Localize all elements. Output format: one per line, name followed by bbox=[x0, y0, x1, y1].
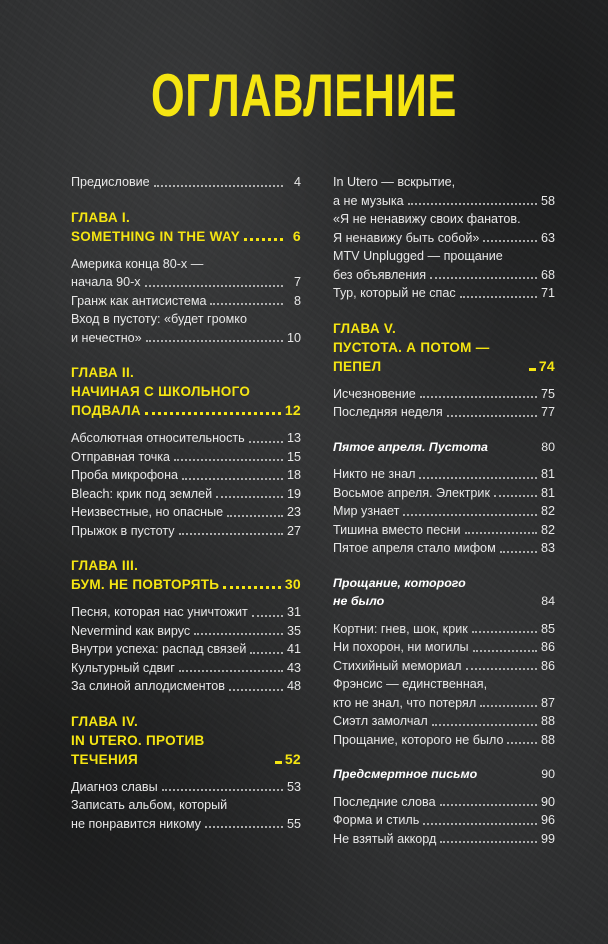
toc-line bbox=[71, 640, 301, 659]
toc-entry bbox=[333, 247, 555, 284]
toc-entry bbox=[333, 385, 555, 404]
chapter-heading bbox=[71, 556, 301, 594]
page-number: 82 bbox=[540, 504, 555, 518]
leader-dots bbox=[419, 477, 537, 479]
entry-title: ПУСТОТА. А ПОТОМ — ПЕПЕЛ bbox=[333, 339, 490, 374]
entry-title: Ни похорон, ни могилы bbox=[333, 640, 469, 654]
toc-line bbox=[71, 292, 301, 311]
toc-line bbox=[71, 448, 301, 467]
toc-line bbox=[333, 210, 555, 229]
page-number: 87 bbox=[540, 695, 555, 710]
toc-entry bbox=[333, 638, 555, 657]
page-number: 82 bbox=[540, 522, 555, 537]
toc-line bbox=[333, 830, 555, 849]
toc-line bbox=[71, 731, 301, 769]
leader-dots bbox=[210, 303, 283, 305]
leader-dots bbox=[249, 441, 283, 443]
toc-entry bbox=[333, 502, 555, 521]
entry-title: ГЛАВА I. bbox=[71, 209, 131, 225]
toc-entry bbox=[333, 210, 555, 247]
toc-line bbox=[333, 266, 555, 285]
toc-line bbox=[333, 502, 555, 521]
entry-title: ПОДВАЛА bbox=[71, 403, 141, 418]
toc-entry bbox=[71, 173, 301, 192]
entry-title: Nevermind как вирус bbox=[71, 623, 191, 638]
entry-title: Записать альбом, который bbox=[71, 798, 228, 812]
toc-entry bbox=[333, 521, 555, 540]
leader-dots bbox=[250, 652, 283, 654]
toc-entry bbox=[333, 465, 555, 484]
leader-dots bbox=[420, 396, 537, 398]
toc-line bbox=[71, 466, 301, 485]
toc-line bbox=[333, 675, 555, 694]
page-number: 83 bbox=[540, 541, 555, 555]
entry-title: Фрэнсис — единственная, bbox=[333, 677, 488, 691]
toc-line bbox=[71, 778, 301, 797]
page-number: 48 bbox=[286, 679, 301, 693]
page-number: 84 bbox=[541, 594, 555, 608]
page-number: 8 bbox=[293, 293, 301, 308]
page-number: 19 bbox=[286, 486, 301, 501]
spacer bbox=[333, 456, 555, 465]
leader-dots bbox=[440, 804, 537, 806]
entry-title: Прыжок в пустоту bbox=[71, 523, 175, 538]
entry-title: ГЛАВА IV. bbox=[71, 713, 139, 729]
entry-title: Исчезновение bbox=[333, 386, 416, 401]
leader-dots bbox=[154, 185, 283, 187]
toc-column-right bbox=[333, 173, 555, 848]
spacer bbox=[333, 376, 555, 385]
toc-line bbox=[333, 592, 555, 611]
toc-line bbox=[71, 603, 301, 622]
entry-title: и нечестно» bbox=[71, 330, 142, 345]
spacer bbox=[71, 594, 301, 603]
toc-entry bbox=[71, 522, 301, 541]
entry-title: Bleach: крик под землей bbox=[71, 486, 213, 501]
entry-title: Абсолютная относительность bbox=[71, 431, 245, 445]
page-number: 81 bbox=[540, 467, 555, 481]
entry-title: Неизвестные, но опасные bbox=[71, 505, 224, 519]
entry-title: Тур, который не спас bbox=[333, 286, 456, 300]
toc-entry bbox=[71, 310, 301, 347]
spacer bbox=[71, 246, 301, 255]
leader-dots bbox=[162, 789, 283, 791]
leader-dots bbox=[174, 459, 283, 461]
page-number: 12 bbox=[284, 402, 301, 418]
spacer bbox=[333, 422, 555, 438]
toc-line bbox=[333, 694, 555, 713]
toc-entry bbox=[333, 173, 555, 210]
toc-line bbox=[333, 385, 555, 404]
toc-line bbox=[333, 403, 555, 422]
toc-entry bbox=[333, 712, 555, 731]
toc-line bbox=[71, 622, 301, 641]
page-number: 30 bbox=[284, 576, 301, 592]
toc-line bbox=[71, 503, 301, 522]
page-number: 77 bbox=[540, 405, 555, 419]
entry-title: Предсмертное письмо bbox=[333, 767, 478, 781]
page-title: ОГЛАВЛЕНИЕ bbox=[150, 62, 458, 129]
toc-entry bbox=[71, 485, 301, 504]
entry-title: Форма и стиль bbox=[333, 813, 420, 827]
leader-dots bbox=[507, 742, 537, 744]
page-number: 99 bbox=[540, 831, 555, 846]
toc-line bbox=[71, 712, 301, 731]
toc-entry bbox=[333, 484, 555, 503]
spacer bbox=[71, 540, 301, 556]
page-number: 88 bbox=[540, 732, 555, 747]
spacer bbox=[333, 611, 555, 620]
toc-line bbox=[333, 247, 555, 266]
leader-dots bbox=[423, 823, 537, 825]
leader-dots bbox=[494, 495, 537, 497]
entry-title: Последняя неделя bbox=[333, 405, 443, 419]
toc-entry bbox=[333, 539, 555, 558]
toc-line bbox=[71, 363, 301, 382]
toc-entry bbox=[71, 603, 301, 622]
leader-dots bbox=[252, 615, 283, 617]
toc-line bbox=[333, 484, 555, 503]
toc-line bbox=[71, 575, 301, 594]
entry-title: Кортни: гнев, шок, крик bbox=[333, 621, 468, 636]
page-number: 88 bbox=[540, 714, 555, 728]
page-number: 90 bbox=[541, 767, 555, 781]
toc-entry bbox=[333, 284, 555, 303]
chapter-heading bbox=[71, 363, 301, 420]
page-number: 96 bbox=[540, 813, 555, 827]
spacer bbox=[333, 303, 555, 319]
toc-entry bbox=[333, 675, 555, 712]
toc-entry bbox=[71, 640, 301, 659]
spacer bbox=[333, 558, 555, 574]
chapter-heading bbox=[71, 208, 301, 246]
toc-entry bbox=[71, 466, 301, 485]
page-number: 15 bbox=[286, 449, 301, 464]
leader-dots bbox=[227, 515, 283, 517]
toc-line bbox=[333, 539, 555, 558]
page-number: 86 bbox=[540, 640, 555, 654]
page-number: 43 bbox=[286, 660, 301, 675]
entry-title: Восьмое апреля. Электрик bbox=[333, 485, 490, 500]
toc-line bbox=[333, 731, 555, 750]
toc-line bbox=[333, 338, 555, 376]
entry-title: Америка конца 80-х — bbox=[71, 256, 204, 271]
leader-dots bbox=[145, 412, 281, 415]
entry-title: Никто не знал bbox=[333, 467, 416, 481]
entry-title: не было bbox=[333, 594, 385, 608]
leader-dots bbox=[432, 724, 537, 726]
leader-dots bbox=[194, 633, 283, 635]
leader-dots bbox=[466, 668, 537, 670]
leader-dots bbox=[483, 240, 537, 242]
spacer bbox=[71, 420, 301, 429]
entry-title: Гранж как антисистема bbox=[71, 293, 207, 308]
section-heading bbox=[333, 574, 555, 611]
entry-title: Культурный сдвиг bbox=[71, 660, 175, 675]
entry-title: Тишина вместо песни bbox=[333, 522, 461, 537]
toc-line bbox=[333, 811, 555, 830]
entry-title: ГЛАВА II. bbox=[71, 365, 135, 380]
spacer bbox=[71, 769, 301, 778]
toc-entry bbox=[71, 448, 301, 467]
leader-dots bbox=[244, 238, 283, 241]
toc-entry bbox=[333, 793, 555, 812]
leader-dots bbox=[216, 496, 283, 498]
toc-entry bbox=[333, 403, 555, 422]
page-number: 81 bbox=[540, 485, 555, 500]
entry-title: Прощание, которого не было bbox=[333, 732, 504, 747]
entry-title: кто не знал, что потерял bbox=[333, 695, 477, 710]
leader-dots bbox=[275, 761, 281, 764]
page-number: 90 bbox=[540, 794, 555, 809]
leader-dots bbox=[179, 533, 283, 535]
leader-dots bbox=[465, 532, 537, 534]
chapter-heading bbox=[333, 319, 555, 376]
toc-line bbox=[71, 382, 301, 401]
toc-line bbox=[333, 765, 555, 784]
toc-line bbox=[333, 793, 555, 812]
toc-entry bbox=[71, 659, 301, 678]
leader-dots bbox=[460, 296, 537, 298]
toc-line bbox=[333, 712, 555, 731]
page-number: 13 bbox=[286, 431, 301, 445]
toc-line bbox=[333, 574, 555, 593]
leader-dots bbox=[179, 670, 283, 672]
toc-line bbox=[71, 796, 301, 815]
toc-line bbox=[333, 438, 555, 457]
toc-entry bbox=[71, 677, 301, 696]
leader-dots bbox=[500, 551, 537, 553]
leader-dots bbox=[403, 514, 537, 516]
toc-entry bbox=[71, 778, 301, 797]
toc-entry bbox=[71, 429, 301, 448]
leader-dots bbox=[447, 415, 537, 417]
page-number: 53 bbox=[286, 779, 301, 794]
spacer bbox=[333, 749, 555, 765]
leader-dots bbox=[146, 340, 283, 342]
entry-title: Сиэтл замолчал bbox=[333, 714, 428, 728]
entry-title: Внутри успеха: распад связей bbox=[71, 642, 247, 656]
toc-line bbox=[71, 556, 301, 575]
entry-title: SOMETHING IN THE WAY bbox=[71, 228, 241, 244]
page-number: 71 bbox=[540, 286, 555, 300]
page-number: 35 bbox=[286, 623, 301, 638]
section-heading bbox=[333, 765, 555, 784]
leader-dots bbox=[430, 277, 537, 279]
entry-title: Песня, которая нас уничтожит bbox=[71, 605, 248, 619]
page-number: 41 bbox=[286, 642, 301, 656]
toc-line bbox=[333, 620, 555, 639]
entry-title: Мир узнает bbox=[333, 504, 400, 518]
spacer bbox=[71, 696, 301, 712]
page-number: 85 bbox=[540, 621, 555, 636]
toc-line bbox=[333, 173, 555, 192]
leader-dots bbox=[145, 285, 283, 287]
toc-entry bbox=[333, 830, 555, 849]
entry-title: Пятое апреля. Пустота bbox=[333, 439, 488, 454]
entry-title: Прощание, которого bbox=[333, 575, 466, 590]
toc-line bbox=[333, 319, 555, 338]
entry-title: без объявления bbox=[333, 267, 427, 282]
leader-dots bbox=[408, 203, 537, 205]
entry-title: Предисловие bbox=[71, 175, 150, 189]
entry-title: In Utero — вскрытие, bbox=[333, 175, 456, 189]
toc-line bbox=[71, 522, 301, 541]
entry-title: MTV Unplugged — прощание bbox=[333, 249, 503, 263]
entry-title: БУМ. НЕ ПОВТОРЯТЬ bbox=[71, 577, 220, 592]
toc-entry bbox=[333, 620, 555, 639]
toc-line bbox=[333, 657, 555, 676]
toc-line bbox=[333, 521, 555, 540]
page-number: 68 bbox=[540, 267, 555, 282]
entry-title: Отправная точка bbox=[71, 449, 171, 464]
entry-title: Последние слова bbox=[333, 794, 436, 809]
toc-entry bbox=[71, 796, 301, 833]
entry-title: НАЧИНАЯ С ШКОЛЬНОГО bbox=[71, 384, 251, 399]
page-number: 86 bbox=[540, 658, 555, 673]
entry-title: IN UTERO. ПРОТИВ ТЕЧЕНИЯ bbox=[71, 732, 205, 767]
page-number: 75 bbox=[540, 386, 555, 401]
toc-line bbox=[71, 329, 301, 348]
entry-title: «Я не ненавижу своих фанатов. bbox=[333, 212, 521, 226]
toc-line bbox=[71, 173, 301, 192]
toc-entry bbox=[71, 622, 301, 641]
leader-dots bbox=[472, 631, 537, 633]
page-number: 58 bbox=[540, 193, 555, 208]
toc-entry bbox=[71, 503, 301, 522]
page-number: 10 bbox=[286, 330, 301, 345]
toc-line bbox=[71, 485, 301, 504]
page-number: 23 bbox=[286, 505, 301, 519]
toc-line bbox=[71, 429, 301, 448]
entry-title: Вход в пустоту: «будет громко bbox=[71, 312, 247, 326]
spacer bbox=[71, 192, 301, 208]
toc-line bbox=[71, 208, 301, 227]
page-number: 55 bbox=[286, 816, 301, 831]
toc-line bbox=[71, 310, 301, 329]
leader-dots bbox=[182, 478, 283, 480]
toc-line bbox=[71, 677, 301, 696]
entry-title: Пятое апреля стало мифом bbox=[333, 541, 496, 555]
toc-line bbox=[333, 638, 555, 657]
page-number: 31 bbox=[286, 605, 301, 619]
page-number: 18 bbox=[286, 468, 301, 482]
toc-line bbox=[333, 192, 555, 211]
leader-dots bbox=[205, 826, 283, 828]
toc-line bbox=[71, 227, 301, 246]
leader-dots bbox=[440, 841, 537, 843]
section-heading bbox=[333, 438, 555, 457]
chapter-heading bbox=[71, 712, 301, 769]
entry-title: не понравится никому bbox=[71, 816, 201, 831]
leader-dots bbox=[229, 689, 283, 691]
toc-entry bbox=[71, 292, 301, 311]
page-number: 80 bbox=[541, 439, 555, 454]
page-number: 4 bbox=[293, 175, 301, 189]
leader-dots bbox=[480, 705, 537, 707]
entry-title: Стихийный мемориал bbox=[333, 658, 462, 673]
spacer bbox=[71, 347, 301, 363]
toc-line bbox=[333, 229, 555, 248]
toc-line bbox=[333, 465, 555, 484]
entry-title: ГЛАВА III. bbox=[71, 558, 139, 573]
toc-entry bbox=[333, 811, 555, 830]
leader-dots bbox=[223, 586, 281, 589]
entry-title: Диагноз славы bbox=[71, 779, 158, 794]
leader-dots bbox=[473, 650, 537, 652]
entry-title: Я ненавижу быть собой» bbox=[333, 230, 480, 245]
toc-line bbox=[71, 659, 301, 678]
entry-title: За слиной аплодисментов bbox=[71, 679, 225, 693]
toc-line bbox=[71, 273, 301, 292]
page-number: 63 bbox=[540, 230, 555, 245]
page-number: 74 bbox=[538, 357, 555, 374]
entry-title: Проба микрофона bbox=[71, 468, 179, 482]
leader-dots bbox=[529, 368, 535, 371]
toc-column-left bbox=[71, 173, 301, 833]
toc-line bbox=[71, 815, 301, 834]
entry-title: начала 90-х bbox=[71, 275, 141, 289]
page-number: 7 bbox=[293, 275, 301, 289]
entry-title: а не музыка bbox=[333, 193, 404, 208]
toc-entry bbox=[333, 657, 555, 676]
toc-line bbox=[333, 284, 555, 303]
page-number: 52 bbox=[284, 750, 301, 767]
toc-entry bbox=[71, 255, 301, 292]
toc-line bbox=[71, 255, 301, 274]
page-number: 27 bbox=[286, 523, 301, 538]
page-number: 6 bbox=[292, 227, 301, 244]
toc-entry bbox=[333, 731, 555, 750]
entry-title: Не взятый аккорд bbox=[333, 831, 437, 846]
spacer bbox=[333, 784, 555, 793]
toc-line bbox=[71, 401, 301, 420]
entry-title: ГЛАВА V. bbox=[333, 320, 397, 336]
